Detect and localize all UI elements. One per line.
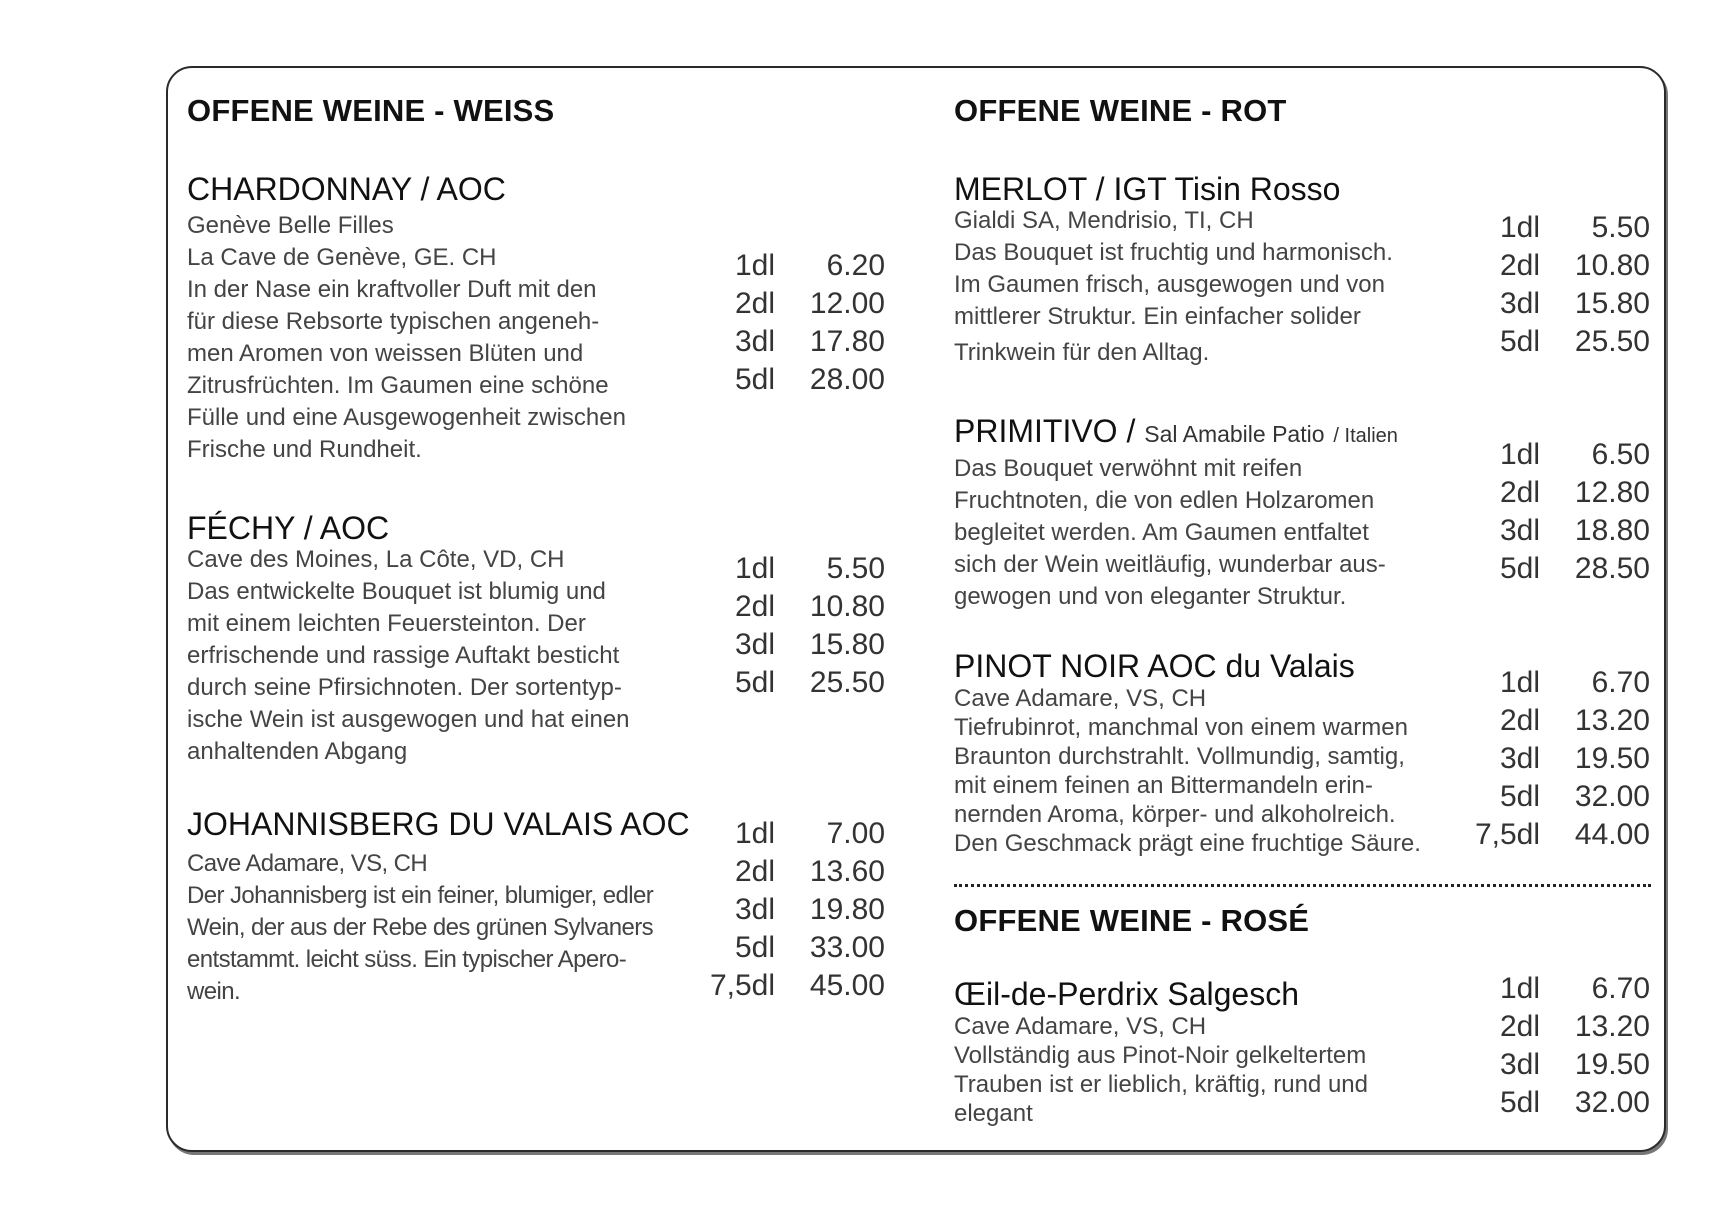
price-row	[1445, 702, 1650, 740]
price-row	[680, 664, 885, 702]
price-row	[1445, 436, 1650, 474]
price: 32.00	[1574, 1086, 1650, 1119]
volume: 7,5dl	[709, 969, 775, 1002]
volume: 1dl	[1499, 972, 1540, 1005]
description-line: Cave des Moines, La Côte, VD, CH	[187, 546, 565, 573]
volume: 7,5dl	[1474, 818, 1540, 851]
description-line: mittlerer Struktur. Ein einfacher solider	[954, 303, 1361, 330]
volume: 1dl	[734, 817, 775, 850]
price: 33.00	[809, 931, 885, 964]
price: 44.00	[1574, 818, 1650, 851]
description-line: Frische und Rundheit.	[187, 436, 422, 463]
volume: 3dl	[1499, 514, 1540, 547]
volume: 1dl	[1499, 211, 1540, 244]
volume: 5dl	[1499, 1086, 1540, 1119]
price-row	[1445, 970, 1650, 1008]
wine-name: Œil-de-Perdrix Salgesch	[954, 976, 1300, 1012]
price: 25.50	[1574, 325, 1650, 358]
description-line: Den Geschmack prägt eine fruchtige Säure.	[954, 830, 1421, 857]
volume: 3dl	[1499, 1048, 1540, 1081]
price: 17.80	[809, 325, 885, 358]
description-line: La Cave de Genève, GE. CH	[187, 244, 497, 271]
description-line: wein.	[187, 978, 241, 1005]
description-line: begleitet werden. Am Gaumen entfaltet	[954, 519, 1369, 546]
description-line: nernden Aroma, körper- und alkoholreich.	[954, 801, 1396, 828]
description-line: für diese Rebsorte typischen angeneh-	[187, 308, 600, 335]
description-line: sich der Wein weitläufig, wunderbar aus-	[954, 551, 1386, 578]
description-line: elegant	[954, 1100, 1033, 1127]
volume: 2dl	[1499, 476, 1540, 509]
volume: 5dl	[1499, 552, 1540, 585]
description-line: Wein, der aus der Rebe des grünen Sylvaners	[187, 914, 654, 941]
price-row	[1445, 550, 1650, 588]
price-list-merlot	[1445, 209, 1650, 361]
price: 19.80	[809, 893, 885, 926]
price: 7.00	[826, 817, 885, 850]
wine-name-main: PRIMITIVO /	[954, 413, 1136, 449]
price-list-primitivo	[1445, 436, 1650, 588]
volume: 3dl	[734, 893, 775, 926]
price: 6.20	[826, 249, 885, 282]
price: 6.70	[1591, 666, 1650, 699]
description-line: Braunton durchstrahlt. Vollmundig, samtig,	[954, 743, 1405, 770]
description-line: Das Bouquet ist fruchtig und harmonisch.	[954, 239, 1393, 266]
price-row	[680, 891, 885, 929]
price-row	[680, 815, 885, 853]
volume: 2dl	[1499, 1010, 1540, 1043]
volume: 5dl	[734, 666, 775, 699]
price: 6.50	[1591, 438, 1650, 471]
price: 15.80	[809, 628, 885, 661]
wine-name: MERLOT / IGT Tisin Rosso	[954, 171, 1341, 207]
price: 13.20	[1574, 704, 1650, 737]
price-row	[1445, 474, 1650, 512]
volume: 2dl	[734, 590, 775, 623]
section-heading-weiss: OFFENE WEINE - WEISS	[187, 93, 555, 128]
volume: 2dl	[734, 855, 775, 888]
wine-name-producer: Sal Amabile Patio	[1144, 421, 1325, 447]
description-line: Gialdi SA, Mendrisio, TI, CH	[954, 207, 1254, 234]
price-list-oeil-de-perdrix	[1445, 970, 1650, 1122]
description-line: Trinkwein für den Alltag.	[954, 339, 1210, 366]
price-row	[1445, 816, 1650, 854]
price: 5.50	[1591, 211, 1650, 244]
volume: 3dl	[1499, 742, 1540, 775]
description-line: ische Wein ist ausgewogen und hat einen	[187, 706, 630, 733]
description-line: men Aromen von weissen Blüten und	[187, 340, 584, 367]
price: 32.00	[1574, 780, 1650, 813]
volume: 3dl	[734, 325, 775, 358]
volume: 1dl	[734, 249, 775, 282]
price-row	[680, 361, 885, 399]
description-line: In der Nase ein kraftvoller Duft mit den	[187, 276, 597, 303]
price: 19.50	[1574, 1048, 1650, 1081]
description-line: Zitrusfrüchten. Im Gaumen eine schöne	[187, 372, 609, 399]
price-row	[1445, 664, 1650, 702]
price-row	[1445, 1084, 1650, 1122]
price-row	[1445, 247, 1650, 285]
description-line: gewogen und von eleganter Struktur.	[954, 583, 1347, 610]
volume: 2dl	[1499, 249, 1540, 282]
wine-name: FÉCHY / AOC	[187, 510, 390, 546]
price-row	[680, 929, 885, 967]
price-row	[680, 588, 885, 626]
price: 19.50	[1574, 742, 1650, 775]
price-row	[680, 967, 885, 1005]
price-row	[680, 323, 885, 361]
description-line: Das Bouquet verwöhnt mit reifen	[954, 455, 1303, 482]
volume: 5dl	[734, 931, 775, 964]
price: 28.00	[809, 363, 885, 396]
dotted-divider	[954, 884, 1651, 887]
volume: 1dl	[1499, 666, 1540, 699]
description-line: Fülle und eine Ausgewogenheit zwischen	[187, 404, 626, 431]
description-line: Der Johannisberg ist ein feiner, blumiger, edler	[187, 882, 654, 909]
description-line: Das entwickelte Bouquet ist blumig und	[187, 578, 606, 605]
wine-name: PINOT NOIR AOC du Valais	[954, 648, 1355, 684]
volume: 2dl	[734, 287, 775, 320]
price-row	[1445, 512, 1650, 550]
volume: 5dl	[1499, 780, 1540, 813]
wine-name-origin: / Italien	[1333, 425, 1398, 447]
price: 25.50	[809, 666, 885, 699]
price-row	[1445, 1046, 1650, 1084]
price: 6.70	[1591, 972, 1650, 1005]
price-row	[680, 285, 885, 323]
price: 13.20	[1574, 1010, 1650, 1043]
price-row	[680, 626, 885, 664]
price-row	[1445, 209, 1650, 247]
volume: 3dl	[1499, 287, 1540, 320]
price-row	[1445, 285, 1650, 323]
price-row	[680, 550, 885, 588]
volume: 5dl	[1499, 325, 1540, 358]
volume: 1dl	[734, 552, 775, 585]
price: 28.50	[1574, 552, 1650, 585]
price-row	[1445, 323, 1650, 361]
volume: 5dl	[734, 363, 775, 396]
price: 12.00	[809, 287, 885, 320]
price: 13.60	[809, 855, 885, 888]
price-row	[680, 853, 885, 891]
wine-name: JOHANNISBERG DU VALAIS AOC	[187, 806, 690, 842]
price-list-fechy	[680, 550, 885, 702]
price-row	[1445, 778, 1650, 816]
description-line: durch seine Pfirsichnoten. Der sortentyp-	[187, 674, 622, 701]
price-list-pinot-noir	[1445, 664, 1650, 854]
price-row	[1445, 1008, 1650, 1046]
description-line: Vollständig aus Pinot-Noir gelkeltertem	[954, 1042, 1367, 1069]
description-line: Genève Belle Filles	[187, 212, 394, 239]
price: 18.80	[1574, 514, 1650, 547]
description-line: Trauben ist er lieblich, kräftig, rund und	[954, 1071, 1368, 1098]
price: 10.80	[1574, 249, 1650, 282]
description-line: Im Gaumen frisch, ausgewogen und von	[954, 271, 1385, 298]
price: 15.80	[1574, 287, 1650, 320]
price-row	[1445, 740, 1650, 778]
price-list-johannisberg	[680, 815, 885, 1005]
volume: 3dl	[734, 628, 775, 661]
description-line: Cave Adamare, VS, CH	[954, 1013, 1207, 1040]
description-line: entstammt. leicht süss. Ein typischer Apero-	[187, 946, 627, 973]
price-list-chardonnay	[680, 247, 885, 399]
section-heading-rot: OFFENE WEINE - ROT	[954, 93, 1287, 128]
description-line: mit einem leichten Feuersteinton. Der	[187, 610, 586, 637]
description-line: Fruchtnoten, die von edlen Holzaromen	[954, 487, 1375, 514]
description-line: mit einem feinen an Bittermandeln erin-	[954, 772, 1373, 799]
price-row	[680, 247, 885, 285]
section-heading-rose: OFFENE WEINE - ROSÉ	[954, 903, 1310, 938]
price: 45.00	[809, 969, 885, 1002]
description-line: erfrischende und rassige Auftakt besticht	[187, 642, 620, 669]
price: 12.80	[1574, 476, 1650, 509]
volume: 1dl	[1499, 438, 1540, 471]
description-line: Cave Adamare, VS, CH	[187, 850, 428, 877]
price: 5.50	[826, 552, 885, 585]
description-line: Cave Adamare, VS, CH	[954, 685, 1207, 712]
wine-name: CHARDONNAY / AOC	[187, 171, 506, 207]
description-line: Tiefrubinrot, manchmal von einem warmen	[954, 714, 1408, 741]
price: 10.80	[809, 590, 885, 623]
volume: 2dl	[1499, 704, 1540, 737]
description-line: anhaltenden Abgang	[187, 738, 408, 765]
